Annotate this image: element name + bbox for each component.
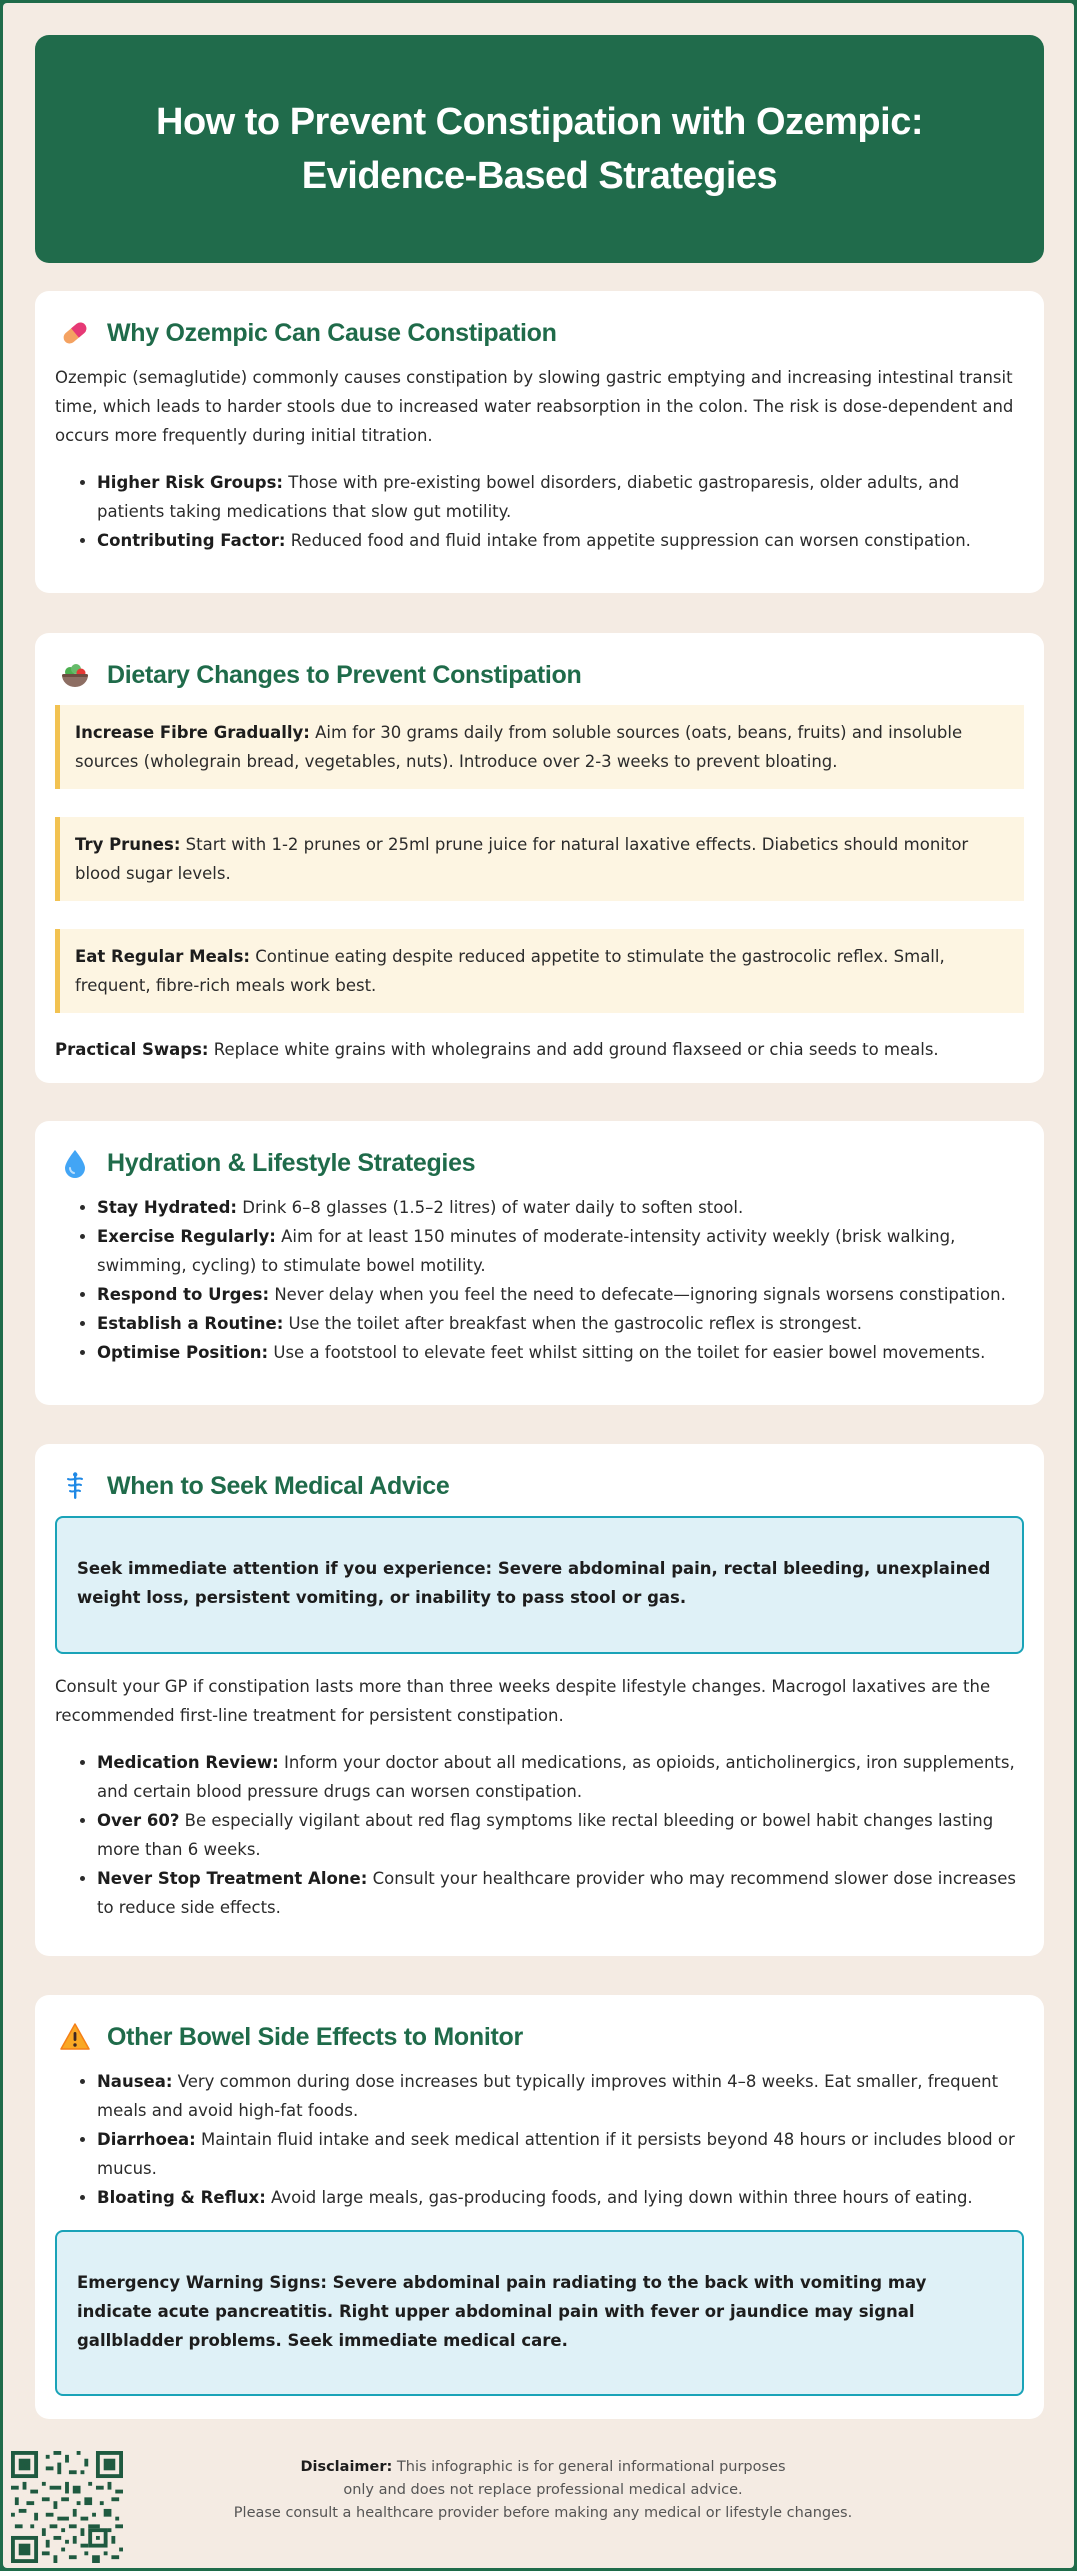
tip-box-fibre: Increase Fibre Gradually: Aim for 30 grams daily from soluble sources (oats, beans, fruits) and insoluble sources (wholegrain bread, vegetables, nuts). Introduce over 2-3 weeks to prevent bloating. <box>55 705 1024 789</box>
list-item: • Establish a Routine: Use the toilet after breakfast when the gastrocolic reflex is strongest. <box>97 1309 1024 1338</box>
section-title: Hydration & Lifestyle Strategies <box>107 1148 476 1177</box>
list-item: • Medication Review: Inform your doctor about all medications, as opioids, anticholinergics, iron supplements, and certain blood pressure drugs can worsen constipation. <box>97 1748 1024 1806</box>
list-item: • Bloating & Reflux: Avoid large meals, gas-producing foods, and lying down within three hours of eating. <box>97 2183 1024 2212</box>
header-banner <box>35 35 1044 263</box>
page-title: How to Prevent Constipation with Ozempic: Evidence-Based Strategies <box>156 101 923 197</box>
practical-swaps: Practical Swaps: Replace white grains with wholegrains and add ground flaxseed or chia seeds to meals. <box>55 1040 939 1059</box>
section-title: Other Bowel Side Effects to Monitor <box>107 2022 523 2051</box>
list-item: • Respond to Urges: Never delay when you feel the need to defecate—ignoring signals worsens constipation. <box>97 1280 1024 1309</box>
medical-list <box>55 1748 1024 1922</box>
section-header <box>55 2017 1024 2057</box>
section-title: Dietary Changes to Prevent Constipation <box>107 660 582 689</box>
section-header <box>55 1466 1024 1506</box>
list-item: • Exercise Regularly: Aim for at least 150 minutes of moderate-intensity activity weekly (brisk walking, swimming, cycling) to stimulate bowel motility. <box>97 1222 1024 1280</box>
section-hydration-lifestyle <box>35 1121 1044 1405</box>
water-drop-icon <box>59 1147 91 1179</box>
salad-bowl-icon <box>59 659 91 691</box>
list-item: • Diarrhoea: Maintain fluid intake and seek medical attention if it persists beyond 48 hours or includes blood or mucus. <box>97 2125 1024 2183</box>
section-title: Why Ozempic Can Cause Constipation <box>107 318 557 347</box>
qr-code-icon[interactable] <box>11 2451 123 2563</box>
section-intro: Consult your GP if constipation lasts more than three weeks despite lifestyle changes. Macrogol laxatives are the recommended first-line treatment for persistent constipation. <box>55 1677 991 1725</box>
section-medical-advice <box>35 1444 1044 1956</box>
section-title: When to Seek Medical Advice <box>107 1471 450 1500</box>
page-frame <box>3 3 1074 2568</box>
risk-list <box>55 468 1024 555</box>
section-intro: Ozempic (semaglutide) commonly causes constipation by slowing gastric emptying and increasing intestinal transit time, which leads to harder stools due to increased water reabsorption in the colon. The risk is dose-dependent and occurs more frequently during initial titration. <box>55 368 1014 445</box>
section-header <box>55 1143 1024 1183</box>
urgent-alert-box: Seek immediate attention if you experience: Severe abdominal pain, rectal bleeding, unexplained weight loss, persistent vomiting, or inability to pass stool or gas. <box>55 1516 1024 1654</box>
list-item: • Contributing Factor: Reduced food and fluid intake from appetite suppression can worsen constipation. <box>97 526 1024 555</box>
caduceus-icon <box>59 1470 91 1502</box>
section-why-constipation <box>35 291 1044 593</box>
lifestyle-list <box>55 1193 1024 1367</box>
emergency-alert-box: Emergency Warning Signs: Severe abdominal pain radiating to the back with vomiting may indicate acute pancreatitis. Right upper abdominal pain with fever or jaundice may signal gallbladder problems. Seek immediate medical care. <box>55 2230 1024 2396</box>
tip-box-meals: Eat Regular Meals: Continue eating despite reduced appetite to stimulate the gastrocolic reflex. Small, frequent, fibre-rich meals work best. <box>55 929 1024 1013</box>
list-item: • Never Stop Treatment Alone: Consult your healthcare provider who may recommend slower dose increases to reduce side effects. <box>97 1864 1024 1922</box>
section-dietary-changes <box>35 633 1044 1083</box>
section-header <box>55 313 1024 353</box>
pill-icon <box>59 317 91 349</box>
section-header <box>55 655 1024 695</box>
list-item: • Higher Risk Groups: Those with pre-existing bowel disorders, diabetic gastroparesis, older adults, and patients taking medications that slow gut motility. <box>97 468 1024 526</box>
disclaimer: Disclaimer: This infographic is for general informational purposes only and does not replace professional medical advice. Please consult a healthcare provider before making any medical or lifestyle changes. <box>233 2459 853 2521</box>
warning-icon <box>59 2021 91 2053</box>
list-item: • Nausea: Very common during dose increases but typically improves within 4–8 weeks. Eat smaller, frequent meals and avoid high-fat foods. <box>97 2067 1024 2125</box>
list-item: • Optimise Position: Use a footstool to elevate feet whilst sitting on the toilet for easier bowel movements. <box>97 1338 1024 1367</box>
list-item: • Over 60? Be especially vigilant about red flag symptoms like rectal bleeding or bowel habit changes lasting more than 6 weeks. <box>97 1806 1024 1864</box>
list-item: • Stay Hydrated: Drink 6–8 glasses (1.5–2 litres) of water daily to soften stool. <box>97 1193 1024 1222</box>
side-effects-list <box>55 2067 1024 2212</box>
section-other-side-effects <box>35 1995 1044 2419</box>
tip-box-prunes: Try Prunes: Start with 1-2 prunes or 25ml prune juice for natural laxative effects. Diabetics should monitor blood sugar levels. <box>55 817 1024 901</box>
